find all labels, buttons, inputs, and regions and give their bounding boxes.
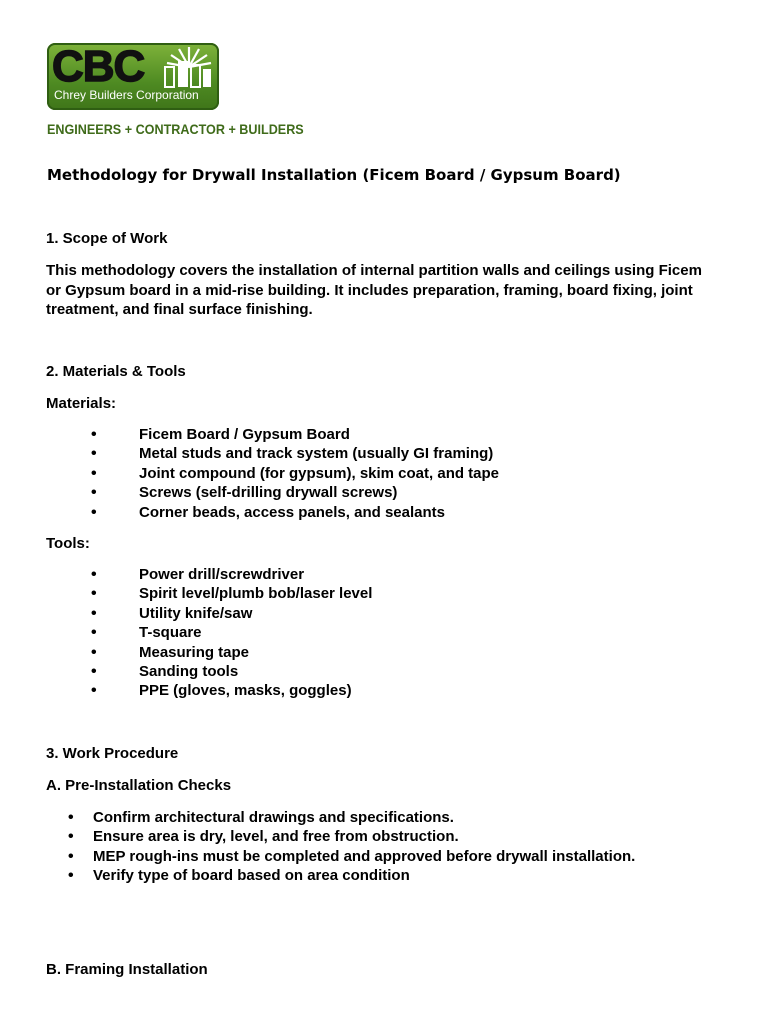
logo-letters: CBC xyxy=(52,43,145,91)
list-item: • Verify type of board based on area condition xyxy=(93,866,635,885)
list-item: • Screws (self-drilling drywall screws) xyxy=(139,483,499,502)
materials-list xyxy=(139,425,499,522)
list-item: • Joint compound (for gypsum), skim coat, and tape xyxy=(139,464,499,483)
list-item: • Metal studs and track system (usually GI framing) xyxy=(139,444,499,463)
list-item: • Spirit level/plumb bob/laser level xyxy=(139,584,372,603)
list-item: • Corner beads, access panels, and sealants xyxy=(139,503,499,522)
scope-heading: 1. Scope of Work xyxy=(46,230,168,247)
list-item: • Utility knife/saw xyxy=(139,604,372,623)
list-item: • Power drill/screwdriver xyxy=(139,565,372,584)
list-item: • MEP rough-ins must be completed and approved before drywall installation. xyxy=(93,847,635,866)
scope-paragraph: This methodology covers the installation of internal partition walls and ceilings using Ficem or Gypsum board in a mid-rise building. It includes preparation, framing, board fixing, joint treatment, and final surface finishing. xyxy=(46,262,702,318)
framing-heading: B. Framing Installation xyxy=(46,961,208,978)
company-logo xyxy=(47,43,219,110)
list-item: • Sanding tools xyxy=(139,662,372,681)
list-item: • Ensure area is dry, level, and free from obstruction. xyxy=(93,827,635,846)
pre-installation-list xyxy=(93,808,635,886)
pre-installation-heading: A. Pre-Installation Checks xyxy=(46,777,232,794)
list-item: • Measuring tape xyxy=(139,643,372,662)
materials-tools-heading: 2. Materials & Tools xyxy=(46,363,186,380)
work-procedure-heading: 3. Work Procedure xyxy=(46,745,179,762)
company-tagline: ENGINEERS + CONTRACTOR + BUILDERS xyxy=(47,121,304,137)
building-sunburst-icon xyxy=(159,45,215,89)
list-item: • Confirm architectural drawings and specifications. xyxy=(93,808,635,827)
tools-list xyxy=(139,565,372,701)
tools-label: Tools: xyxy=(46,535,90,552)
list-item: • Ficem Board / Gypsum Board xyxy=(139,425,499,444)
logo-company-name: Chrey Builders Corporation xyxy=(54,88,199,102)
list-item: • PPE (gloves, masks, goggles) xyxy=(139,681,372,700)
list-item: • T-square xyxy=(139,623,372,642)
document-title: Methodology for Drywall Installation (Ficem Board / Gypsum Board) xyxy=(47,166,621,184)
materials-label: Materials: xyxy=(46,395,117,412)
